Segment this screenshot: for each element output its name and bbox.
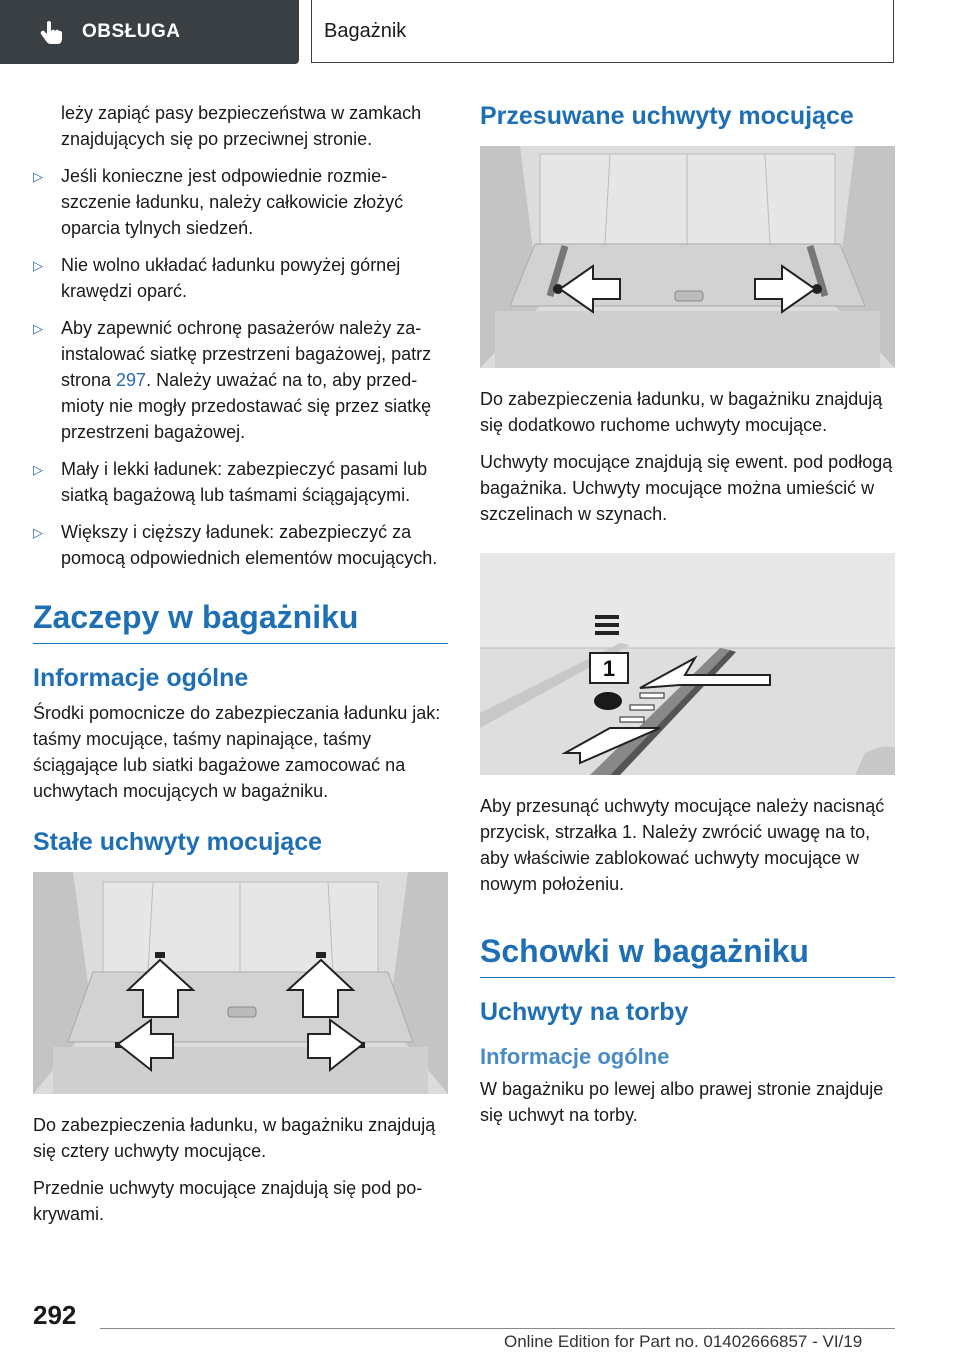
list-item: ▷ Mały i lekki ładunek: zabezpieczyć pasami lub siatką bagażową lub taśmami ściągającymi.	[33, 459, 428, 505]
section-heading: Schowki w bagażniku	[480, 933, 809, 969]
page-link[interactable]: 297	[116, 370, 147, 390]
subheading: Przesuwane uchwyty mocujące	[480, 102, 854, 130]
chapter-header	[311, 0, 894, 63]
paragraph: Aby przesunąć uchwyty mocujące należy nacisnąć przycisk, strzałka 1. Należy zwrócić uwagę na to, aby właściwie zablokować uchwyty mocujące w nowym położeniu.	[480, 796, 885, 894]
hand-pointer-icon	[38, 19, 64, 45]
section-label: OBSŁUGA	[82, 21, 181, 42]
figure-callout-label: 1	[602, 656, 616, 681]
paragraph: Środki pomocnicze do zabezpieczania ładunku jak: taśmy mocujące, taśmy napinające, taśmy ściągające lub siatki bagażowe zamocować na uchwytach mocujących w bagażniku.	[33, 703, 441, 801]
section-heading: Zaczepy w bagażniku	[33, 599, 359, 635]
paragraph: Uchwyty mocujące znajdują się ewent. pod podłogą bagażnika. Uchwyty mocujące można umieścić w szczelinach w szynach.	[480, 452, 893, 524]
list-item: ▷ Jeśli konieczne jest odpowiednie rozmieszczenie ładunku, należy całkowicie złożyć oparcia tylnych siedzeń.	[33, 166, 404, 238]
left-column	[33, 100, 448, 1238]
list-item: ▷ Większy i cięższy ładunek: zabezpieczyć za pomocą odpowiednich elementów mocujących.	[33, 522, 438, 568]
triangle-bullet-icon: ▷	[33, 169, 43, 184]
triangle-bullet-icon: ▷	[33, 321, 43, 336]
trunk-fixed-hooks-figure	[33, 872, 448, 1094]
paragraph: Do zabezpieczenia ładunku, w bagażniku znajdują się cztery uchwyty mocujące.	[33, 1115, 436, 1161]
minor-heading: Informacje ogólne	[480, 1044, 670, 1069]
continued-paragraph: leży zapiąć pasy bezpieczeństwa w zamkach znajdujących się po przeciwnej stronie.	[61, 103, 422, 149]
list-item: ▷ Aby zapewnić ochronę pasażerów należy zainstalować siatkę przestrzeni bagażowej, patrz strona 297. Należy uważać na to, aby przedmioty nie mogły przedostawać się przez siatkę przestrzeni bagażowej.	[33, 318, 432, 442]
footer-divider	[100, 1328, 895, 1329]
heading-block	[480, 931, 895, 978]
list-item: ▷ Nie wolno układać ładunku powyżej górnej krawędzi oparć.	[33, 255, 401, 301]
paragraph: Do zabezpieczenia ładunku, w bagażniku znajdują się dodatkowo ruchome uchwyty mocujące.	[480, 389, 883, 435]
paragraph: W bagażniku po lewej albo prawej stronie znajduje się uchwyt na torby.	[480, 1079, 884, 1125]
edition-text: Online Edition for Part no. 01402666857 - VI/19	[504, 1332, 863, 1351]
paragraph: Przednie uchwyty mocujące znajdują się pod pokrywami.	[33, 1178, 423, 1224]
sliding-hook-rail-figure	[480, 553, 895, 775]
triangle-bullet-icon: ▷	[33, 525, 43, 540]
right-column	[480, 100, 895, 1139]
heading-block	[33, 597, 448, 644]
chapter-title: Bagażnik	[324, 19, 407, 42]
triangle-bullet-icon: ▷	[33, 258, 43, 273]
page-number: 292	[33, 1300, 77, 1330]
section-tab	[0, 0, 299, 64]
subheading: Informacje ogólne	[33, 664, 249, 692]
triangle-bullet-icon: ▷	[33, 462, 43, 477]
trunk-sliding-hooks-figure	[480, 146, 895, 368]
subheading: Uchwyty na torby	[480, 998, 689, 1026]
subheading: Stałe uchwyty mocujące	[33, 828, 323, 856]
